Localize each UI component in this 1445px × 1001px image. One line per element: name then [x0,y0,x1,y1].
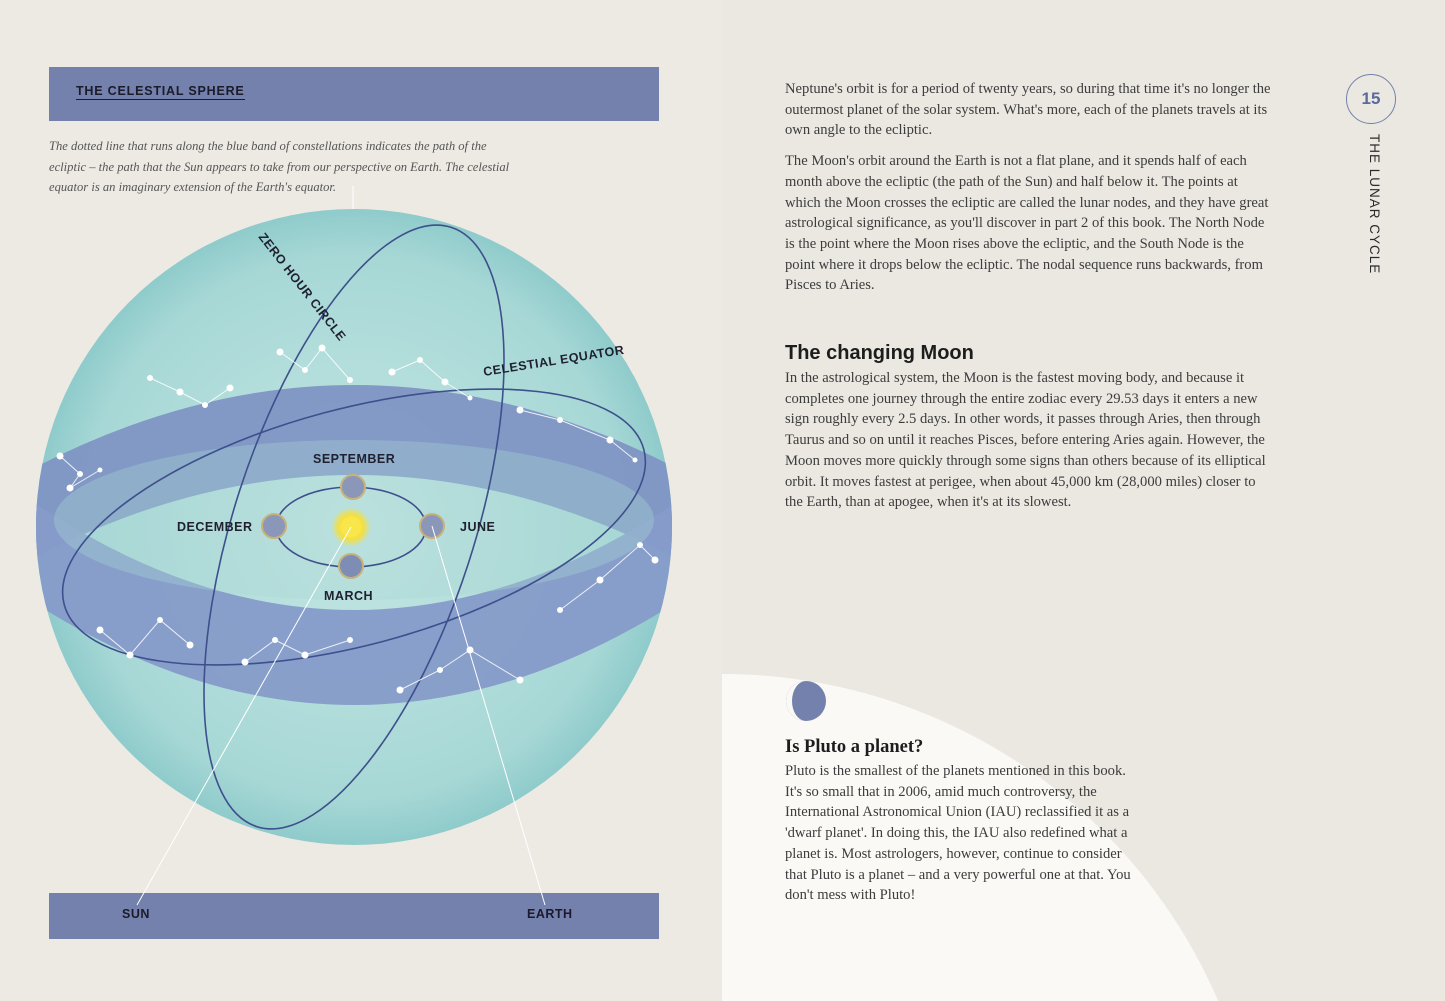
crescent-moon-icon [785,680,827,722]
label-june: JUNE [460,520,496,534]
diagram-caption: The dotted line that runs along the blue band of constellations indicates the path of the ecliptic – the path that the Sun appears to take from our perspective on Earth. The celestial equator is an imaginary extension of the Earth's equator. [49,139,510,194]
chapter-side-label [1362,134,1382,275]
section-heading: The changing Moon [785,342,974,364]
sun-label: SUN [122,907,150,921]
paragraph: Neptune's orbit is for a period of twenty years, so during that time it's no longer the outermost planet of the solar system. What's more, each of the planets travels at its own angle to the ecliptic. [785,81,1271,139]
box-paragraph: Pluto is the smallest of the planets mentioned in this book. It's so small that in 2006, amid much controversy, the International Astronomical Union (IAU) reclassified it as a 'dwarf planet'. In doing this, the IAU also redefined what a planet is. Most astrologers, however, continue to consider that Pluto is a planet – and a very powerful one at that. You don't mess with Pluto! [785,763,1131,904]
box-heading: Is Pluto a planet? [785,737,924,757]
earth-label: EARTH [527,907,573,921]
label-march: MARCH [324,589,374,603]
page-number: 15 [1346,74,1396,124]
label-zero-hour-circle: ZERO HOUR CIRCLE [255,230,349,344]
chapter-label-text: THE LUNAR CYCLE [1367,134,1382,275]
section-paragraph: In the astrological system, the Moon is the fastest moving body, and because it completes one journey through the entire zodiac every 29.53 days it enters a new sign roughly every 2.5 days. In other words, it passes through Aries, then through Taurus and so on until it reaches Pisces, before entering Aries again. However, the Moon moves more quickly through some signs than others because of its elliptical orbit. It moves fastest at perigee, when about 45,000 km (28,000 miles) closer to the Earth, than at apogee, when it's at its slowest. [785,370,1266,511]
label-celestial-equator: CELESTIAL EQUATOR [482,342,626,379]
celestial-sphere-diagram [0,0,722,1001]
section-title: THE CELESTIAL SPHERE [76,84,245,98]
intro-text [785,79,1275,306]
label-september: SEPTEMBER [313,452,396,466]
label-december: DECEMBER [177,520,253,534]
right-page [722,0,1445,1001]
left-page [0,0,722,1001]
paragraph: The Moon's orbit around the Earth is not a flat plane, and it spends half of each month above the ecliptic (the path of the Sun) and half below it. The points at which the Moon crosses the ecliptic are called the lunar nodes, and they have great astrological significance, as you'll discover in part 2 of this book. The North Node is the point where the Moon rises above the ecliptic, and the South Node is the point where it drops below the ecliptic. The nodal sequence runs backwards, from Pisces to Aries. [785,153,1269,294]
